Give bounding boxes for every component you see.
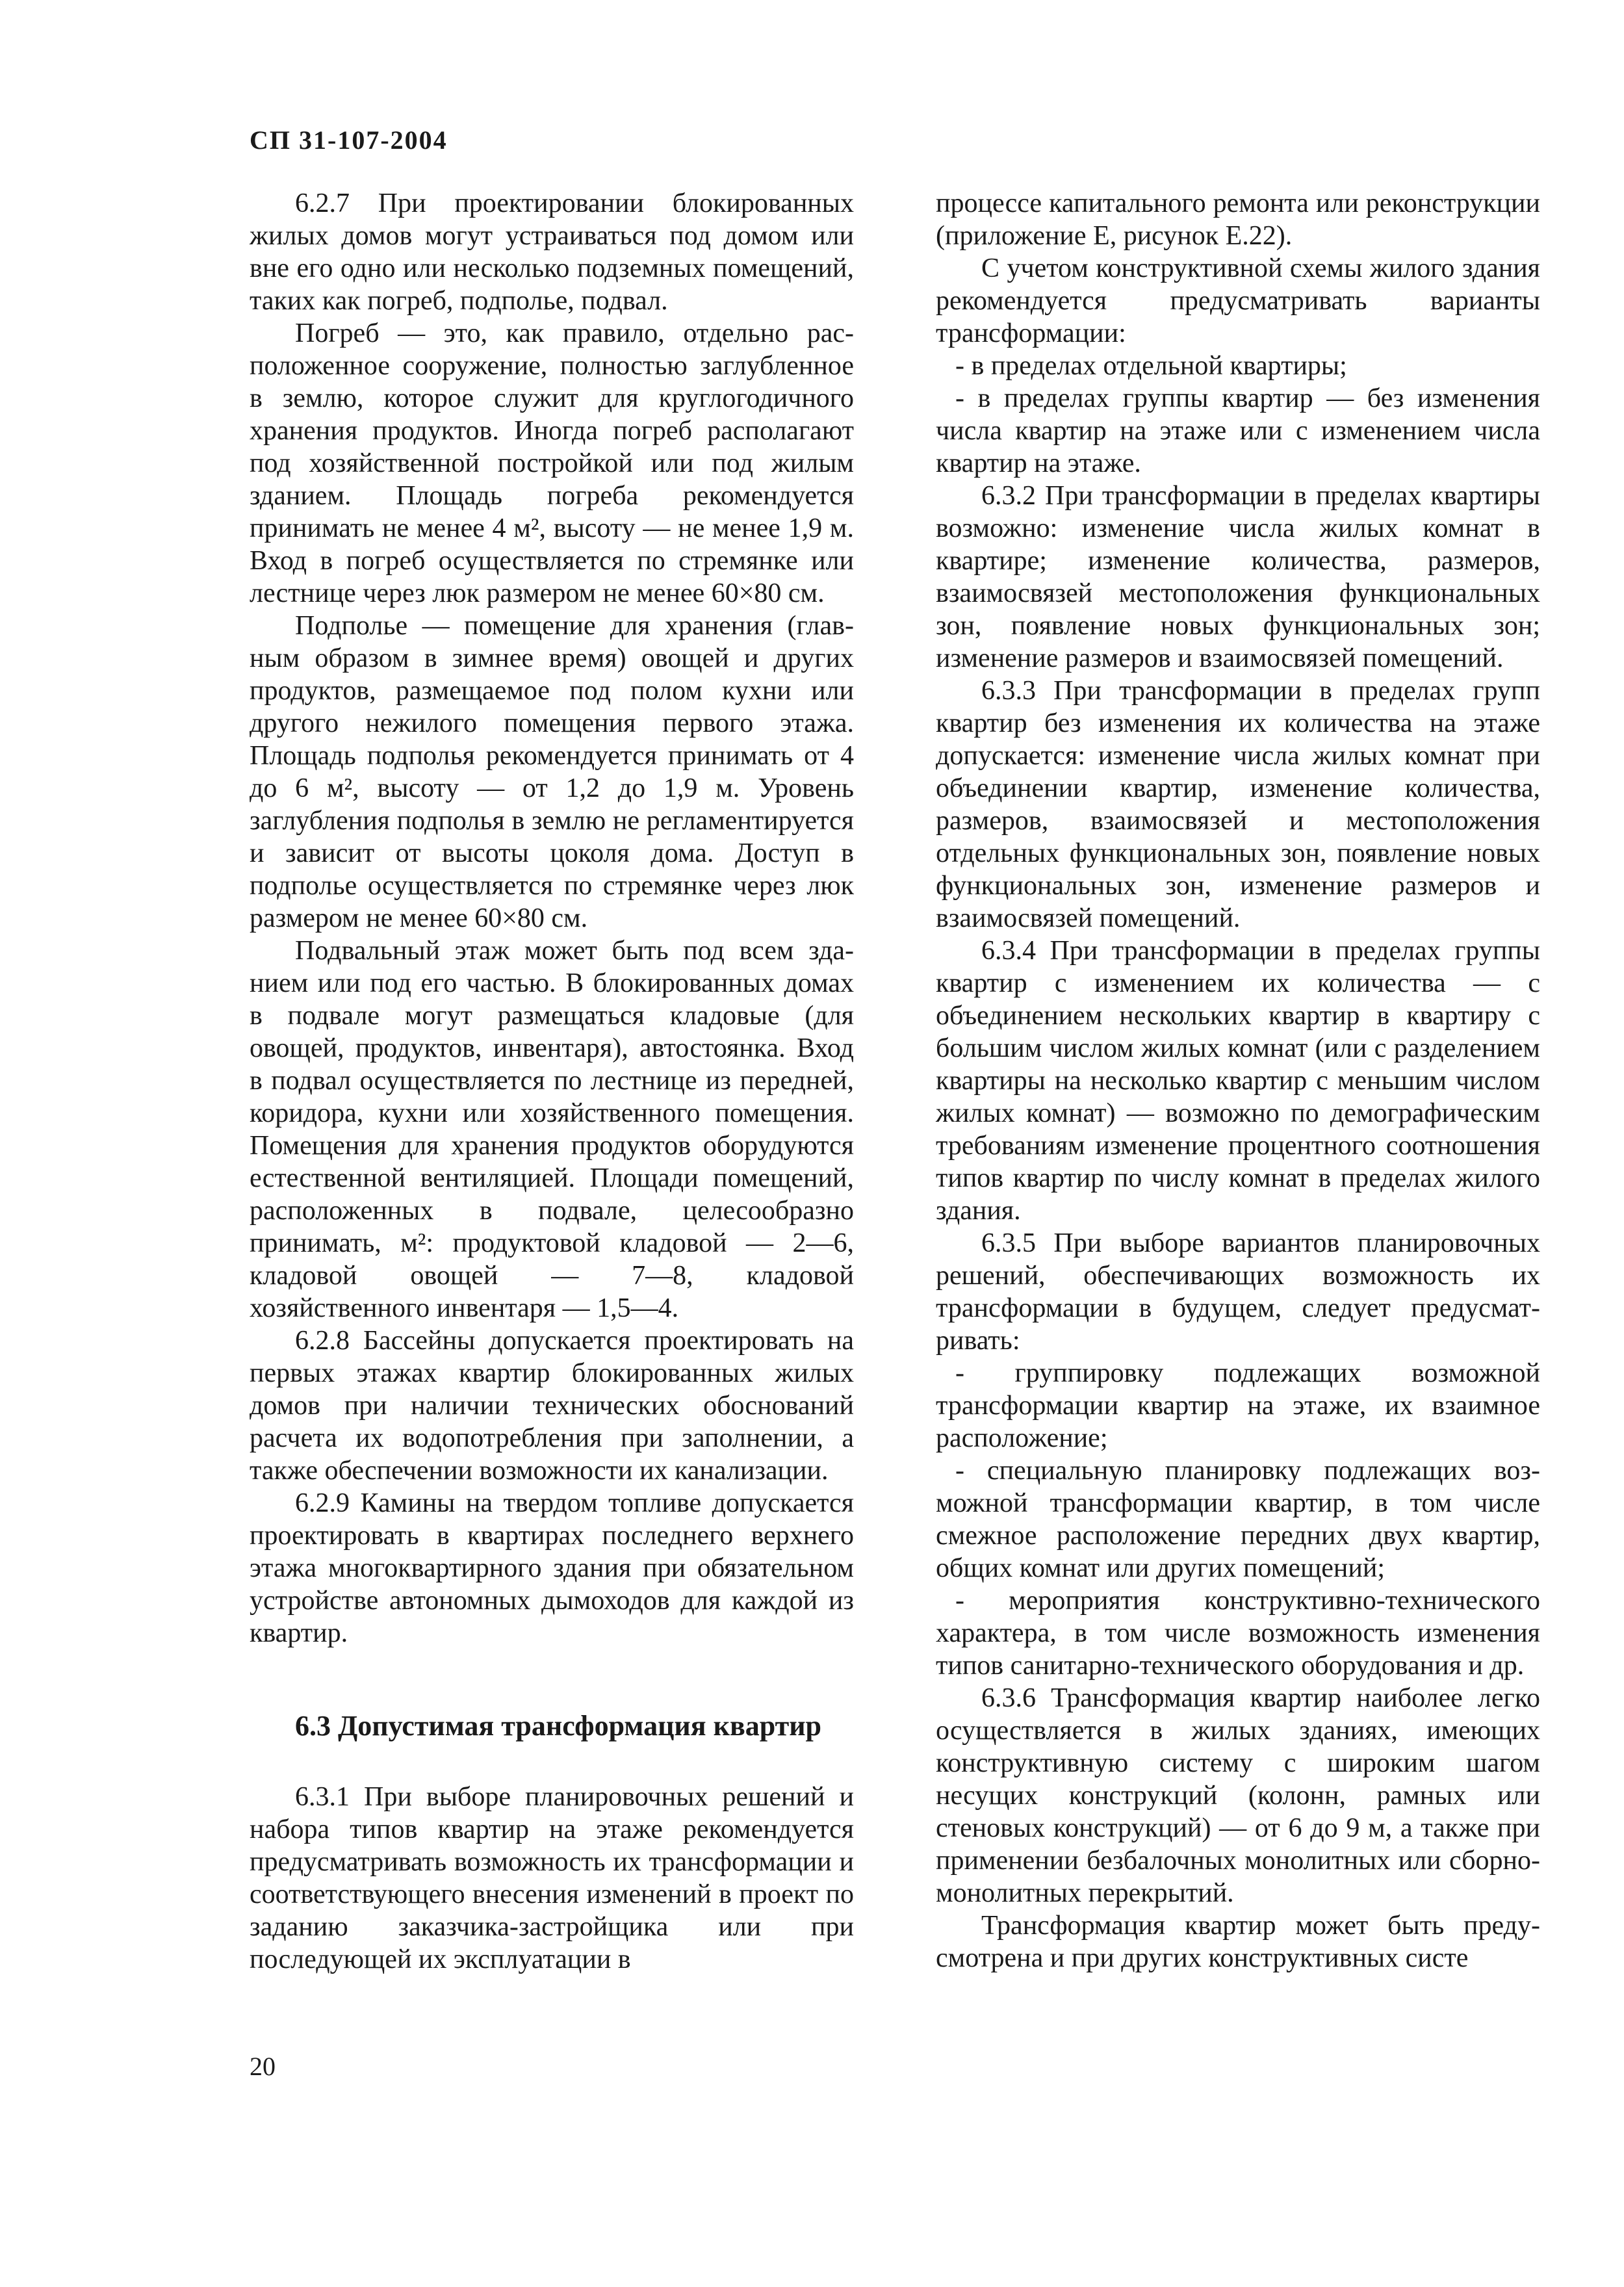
page-number: 20 [250, 2052, 276, 2081]
list-item-measure-2: - специальную планировку подлежащих возможной трансформации квартир, в том числе смежное расположение передних двух квартир, общих комнат или других помещений; [936, 1456, 1540, 1583]
paragraph-variants-intro: С учетом конструктивной схемы жилого здания рекомендуется предусматривать варианты трансформации: [936, 253, 1540, 348]
paragraph-6-3-6: 6.3.6 Трансформация квартир наиболее легко осуществляется в жилых зданиях, имеющих конструктивную систему с широким шагом несущих конструкций (колонн, рамных или стеновых конструкций) — от 6 до 9 м, а также при применении безбалочных монолитных или сборно-монолитных перекрытий. [936, 1683, 1540, 1908]
paragraph-6-3-1: 6.3.1 При выборе планировочных решений и набора типов квартир на этаже рекомендуется предусматривать возможность их трансформации и соответствующего внесения изменений в проект по заданию заказчика-застройщика или при последующей их эксплуатации в [250, 1782, 854, 1974]
list-item-measure-1: - группировку подлежащих возможной трансформации квартир на этаже, их взаимное расположение; [936, 1358, 1540, 1453]
list-item-variant-1: - в пределах отдельной квартиры; [955, 351, 1347, 381]
paragraph-podval: Подвальный этаж может быть под всем зданием или под его частью. В блокированных домах в подвале могут размещаться кладовые (для овощей, продуктов, инвентаря), автостоянка. Вход в подвал осуществляется по лестнице из передней, коридора, кухни или хозяйственного помещения. Помещения для хранения продуктов оборудуются естественной вентиляцией. Площади помещений, расположенных в подвале, целесообразно принимать, м²: продуктовой кладовой — 2—6, кладовой овощей — 7—8, кладовой хозяйственного инвентаря — 1,5—4. [250, 936, 854, 1323]
paragraph-6-3-3: 6.3.3 При трансформации в пределах групп квартир без изменения их количества на этаже допускается: изменение числа жилых комнат при объединении квартир, изменение количества, размеров, взаимосвязей и местоположения отдельных функциональных зон, появление новых функциональных зон, изменение размеров и взаимосвязей помещений. [936, 676, 1540, 933]
section-heading-6-3: 6.3 Допустимая трансформация квартир [295, 1710, 822, 1742]
paragraph-6-2-7: 6.2.7 При проектировании блокированных жилых домов могут устраиваться под домом или вне его одно или несколько подземных помещений, таких как погреб, подполье, подвал. [250, 188, 854, 316]
paragraph-pogreb: Погреб — это, как правило, отдельно расположенное сооружение, полностью заглубленное в землю, которое служит для круглогодичного хранения продуктов. Иногда погреб располагают под хозяйственной постройкой или под жилым зданием. Площадь погреба рекомендуется принимать не менее 4 м², высоту — не менее 1,9 м. Вход в погреб осуществляется по стремянке или лестнице через люк размером не менее 60×80 см. [250, 318, 854, 608]
paragraph-6-3-2: 6.3.2 При трансформации в пределах квартиры возможно: изменение числа жилых комнат в квартире; изменение количества, размеров, взаимосвязей местоположения функциональных зон, появление новых функциональных зон; изменение размеров и взаимосвязей помещений. [936, 481, 1540, 673]
paragraph-6-2-8: 6.2.8 Бассейны допускается проектировать на первых этажах квартир блокированных жилых домов при наличии технических обоснований расчета их водопотребления при заполнении, а также обеспечении возможности их канализации. [250, 1326, 854, 1486]
right-column [936, 187, 1540, 1974]
paragraph-6-2-9: 6.2.9 Камины на твердом топливе допускается проектировать в квартирах последнего верхнего этажа многоквартирного здания при обязательном устройстве автономных дымоходов для каждой из квартир. [250, 1488, 854, 1648]
document-code-header: СП 31-107-2004 [250, 125, 448, 155]
paragraph-podpolie: Подполье — помещение для хранения (главным образом в зимнее время) овощей и других продуктов, размещаемое под полом кухни или другого нежилого помещения первого этажа. Площадь подполья рекомендуется принимать от 4 до 6 м², высоту — от 1,2 до 1,9 м. Уровень заглубления подполья в землю не регламентируется и зависит от высоты цоколя дома. Доступ в подполье осуществляется по стремянке через люк размером не менее 60×80 см. [250, 611, 854, 933]
list-item-variant-2: - в пределах группы квартир — без изменения числа квартир на этаже или с изменением числа квартир на этаже. [936, 383, 1540, 478]
left-column [250, 187, 854, 1976]
paragraph-6-3-5: 6.3.5 При выборе вариантов планировочных решений, обеспечивающих возможность их трансформации в будущем, следует предусматривать: [936, 1228, 1540, 1356]
list-item-measure-3: - мероприятия конструктивно-технического характера, в том числе возможность изменения типов санитарно-технического оборудования и др. [936, 1586, 1540, 1681]
paragraph-6-3-1-continuation: процессе капитального ремонта или реконструкции (приложение Е, рисунок Е.22). [936, 188, 1540, 251]
paragraph-transformation-other-systems: Трансформация квартир может быть предусмотрена и при других конструктивных систе [936, 1911, 1540, 1973]
paragraph-6-3-4: 6.3.4 При трансформации в пределах группы квартир с изменением их количества — с объединением нескольких квартир в квартиру с большим числом жилых комнат (или с разделением квартиры на несколько квартир с меньшим числом жилых комнат) — возможно по демографическим требованиям изменение процентного соотношения типов квартир по числу комнат в пределах жилого здания. [936, 936, 1540, 1226]
